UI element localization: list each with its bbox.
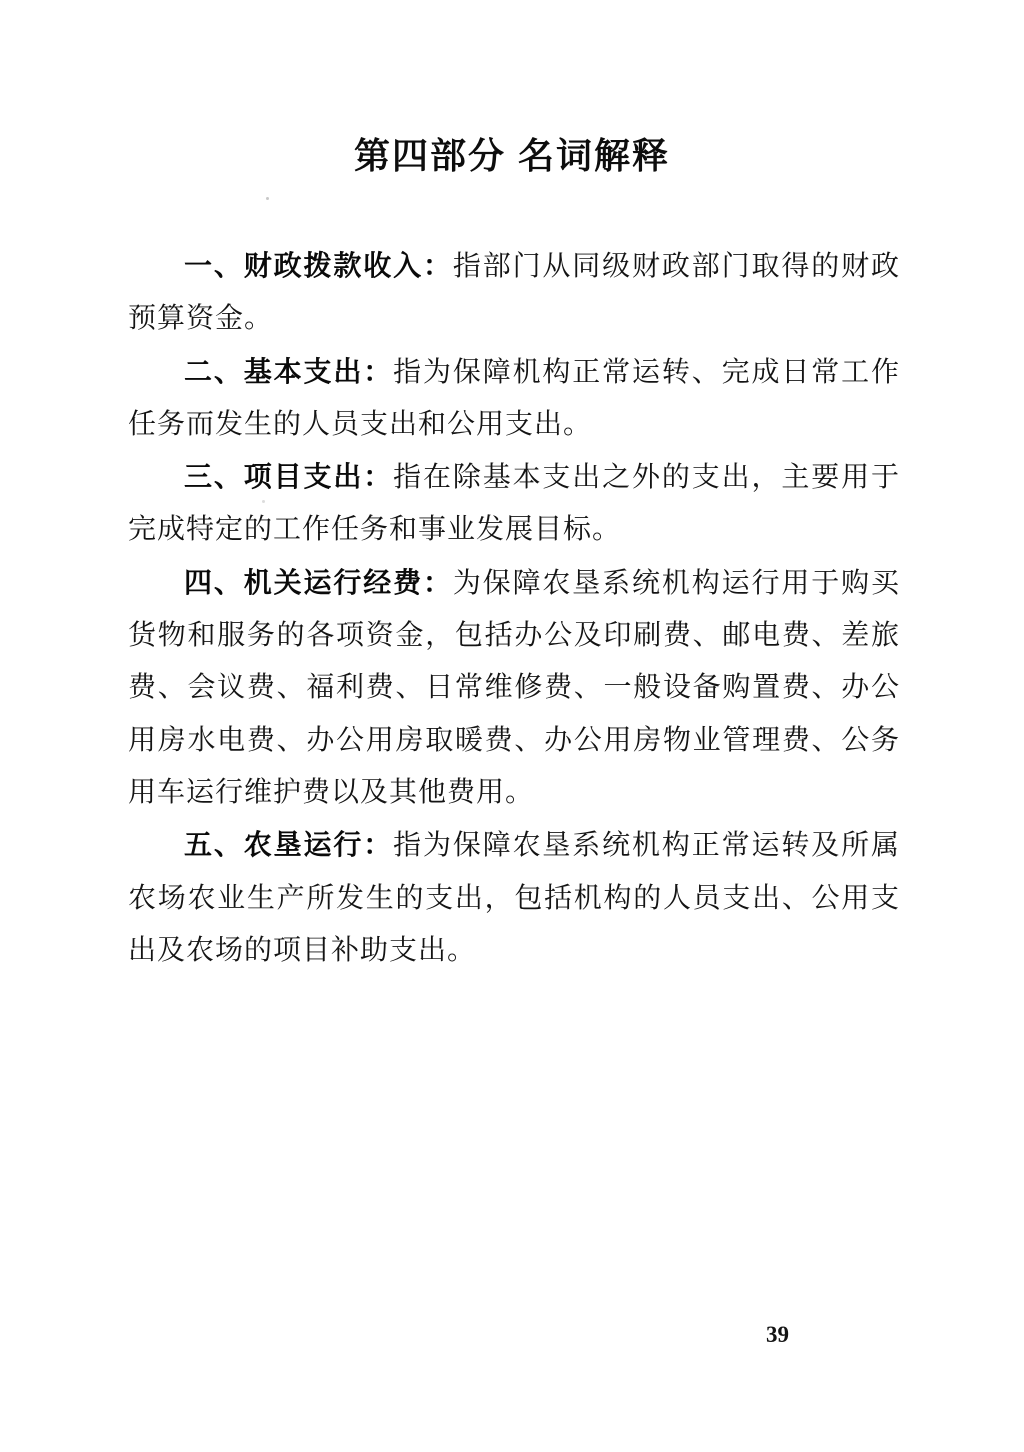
term-definition: 指部门从同级财政部门取得的财政预算资金。	[128, 251, 900, 335]
scan-speck	[262, 500, 265, 503]
term-definition: 指为保障机构正常运转、完成日常工作任务而发生的人员支出和公用支出。	[128, 356, 900, 440]
glossary-paragraph-2	[128, 346, 900, 452]
term-label: 二、基本支出：	[184, 355, 394, 387]
term-label: 一、财政拨款收入：	[184, 250, 453, 281]
document-body	[128, 240, 900, 977]
page-title: 第四部分 名词解释	[353, 135, 670, 176]
term-label: 三、项目支出：	[184, 461, 394, 493]
term-definition: 指在除基本支出之外的支出，主要用于完成特定的工作任务和事业发展目标。	[128, 462, 900, 546]
term-label: 四、机关运行经费：	[184, 566, 453, 598]
glossary-paragraph-3	[128, 451, 900, 557]
page-number: 39	[766, 1322, 789, 1347]
glossary-paragraph-1	[128, 240, 900, 346]
term-label: 五、农垦运行：	[184, 829, 394, 861]
term-definition: 为保障农垦系统机构运行用于购买货物和服务的各项资金，包括办公及印刷费、邮电费、差旅费、会议费、福利费、日常维修费、一般设备购置费、办公用房水电费、办公用房取暖费、办公用房物业管理费、公务用车运行维护费以及其他费用。	[128, 567, 900, 808]
term-definition: 指为保障农垦系统机构正常运转及所属农场农业生产所发生的支出，包括机构的人员支出、公用支出及农场的项目补助支出。	[128, 830, 900, 966]
glossary-paragraph-4	[128, 557, 900, 819]
glossary-paragraph-5	[128, 819, 900, 977]
scan-speck	[266, 197, 269, 200]
